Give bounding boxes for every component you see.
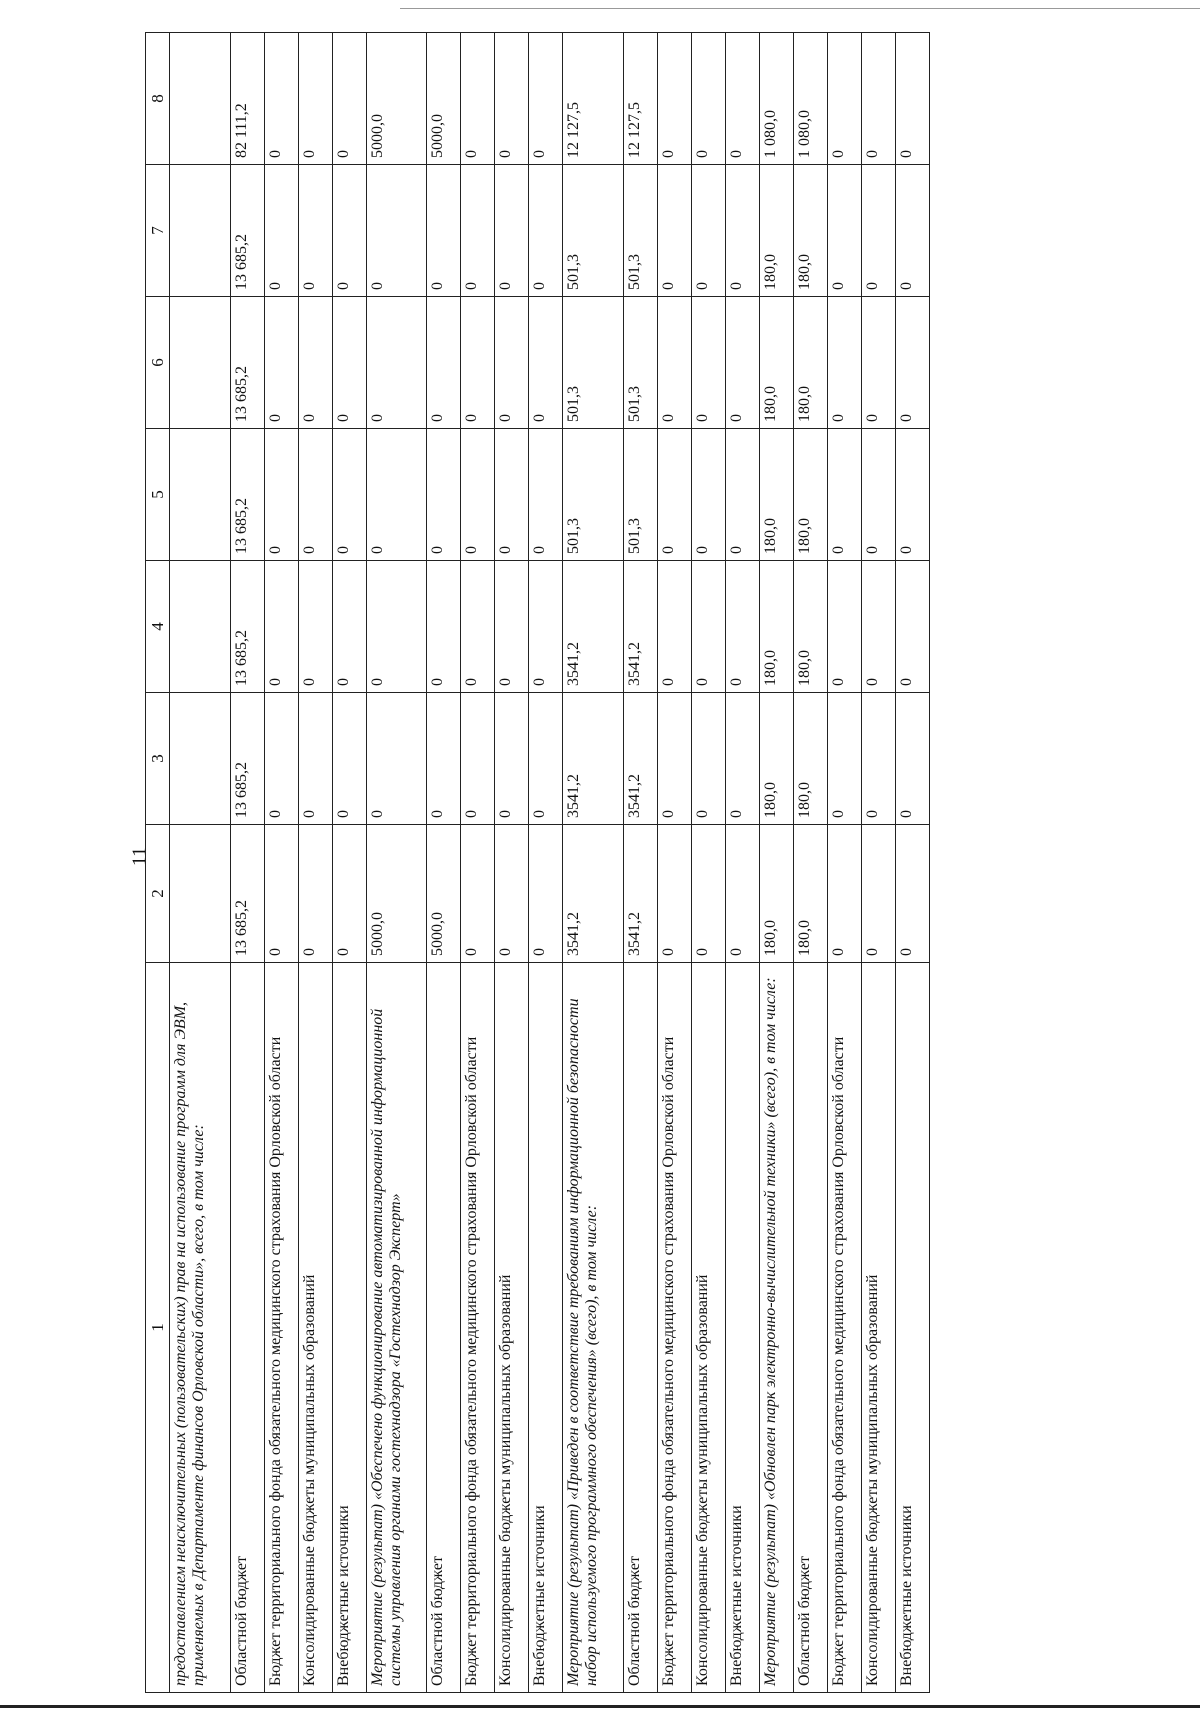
row-value: 0	[725, 693, 759, 825]
row-value: 5000,0	[427, 33, 461, 165]
row-value	[170, 33, 231, 165]
column-header: 1	[146, 963, 170, 1693]
table-row	[793, 33, 827, 1693]
row-value: 82 111,2	[230, 33, 264, 165]
table-body	[170, 33, 930, 1693]
table-row	[170, 33, 231, 1693]
row-value: 501,3	[623, 165, 657, 297]
table-row	[264, 33, 298, 1693]
row-value: 0	[895, 165, 929, 297]
column-header: 6	[146, 297, 170, 429]
row-value: 0	[298, 561, 332, 693]
row-value: 0	[264, 165, 298, 297]
row-value: 0	[861, 297, 895, 429]
row-value: 3541,2	[563, 561, 624, 693]
table-row	[827, 33, 861, 1693]
table-row	[725, 33, 759, 1693]
row-value: 5000,0	[366, 825, 427, 963]
row-value: 0	[461, 825, 495, 963]
row-value	[170, 429, 231, 561]
row-value: 501,3	[563, 429, 624, 561]
row-label: Областной бюджет	[427, 963, 461, 1693]
row-value: 0	[861, 693, 895, 825]
row-value: 0	[657, 165, 691, 297]
row-value: 0	[264, 297, 298, 429]
table-header-row	[146, 33, 170, 1693]
row-label: Внебюджетные источники	[332, 963, 366, 1693]
row-label: Мероприятие (результат) «Обновлен парк электронно-вычислительной техники» (всего), в том числе:	[759, 963, 793, 1693]
rotated-table-container	[145, 33, 930, 1693]
row-value: 0	[861, 33, 895, 165]
table-row	[861, 33, 895, 1693]
row-value	[170, 693, 231, 825]
row-value: 180,0	[759, 297, 793, 429]
row-value: 0	[657, 429, 691, 561]
table-row	[366, 33, 427, 1693]
row-value: 501,3	[623, 429, 657, 561]
row-value: 180,0	[793, 561, 827, 693]
row-value: 0	[657, 825, 691, 963]
row-value: 0	[725, 561, 759, 693]
row-value: 0	[366, 165, 427, 297]
row-value: 0	[264, 825, 298, 963]
row-value: 0	[332, 297, 366, 429]
row-value: 0	[657, 561, 691, 693]
row-value: 0	[895, 693, 929, 825]
row-value: 0	[264, 429, 298, 561]
table-row	[298, 33, 332, 1693]
row-value: 0	[725, 165, 759, 297]
row-value: 0	[827, 825, 861, 963]
row-value: 0	[691, 693, 725, 825]
row-value: 0	[332, 165, 366, 297]
table-row	[759, 33, 793, 1693]
row-value: 0	[529, 561, 563, 693]
row-value: 0	[895, 561, 929, 693]
row-value: 0	[461, 429, 495, 561]
row-value: 0	[495, 297, 529, 429]
row-value: 180,0	[793, 297, 827, 429]
row-value: 0	[529, 33, 563, 165]
row-value: 0	[725, 825, 759, 963]
row-value: 0	[827, 297, 861, 429]
row-value: 13 685,2	[230, 693, 264, 825]
row-value: 0	[657, 693, 691, 825]
row-value: 0	[366, 693, 427, 825]
row-value: 0	[827, 165, 861, 297]
row-value: 0	[691, 297, 725, 429]
row-value	[170, 561, 231, 693]
row-value: 0	[264, 33, 298, 165]
row-label: Консолидированные бюджеты муниципальных образований	[691, 963, 725, 1693]
row-value: 0	[495, 33, 529, 165]
row-label: Бюджет территориального фонда обязательного медицинского страхования Орловской области	[657, 963, 691, 1693]
table-row	[895, 33, 929, 1693]
column-header: 5	[146, 429, 170, 561]
budget-table	[145, 32, 930, 1693]
row-value: 3541,2	[563, 693, 624, 825]
row-value: 0	[461, 33, 495, 165]
row-value: 0	[495, 165, 529, 297]
row-value: 0	[827, 429, 861, 561]
row-value: 0	[657, 297, 691, 429]
row-value: 13 685,2	[230, 561, 264, 693]
row-value: 0	[691, 429, 725, 561]
row-value: 501,3	[623, 297, 657, 429]
row-value: 0	[529, 165, 563, 297]
row-value: 180,0	[759, 429, 793, 561]
row-value: 0	[427, 297, 461, 429]
row-value: 0	[461, 165, 495, 297]
row-label: Консолидированные бюджеты муниципальных образований	[861, 963, 895, 1693]
column-header: 4	[146, 561, 170, 693]
row-value: 3541,2	[623, 825, 657, 963]
scan-artifact-bottom	[0, 1705, 1200, 1708]
row-value: 0	[691, 561, 725, 693]
row-label: Областной бюджет	[623, 963, 657, 1693]
table-row	[623, 33, 657, 1693]
row-value: 0	[366, 429, 427, 561]
row-value: 1 080,0	[759, 33, 793, 165]
table-row	[332, 33, 366, 1693]
row-value: 3541,2	[623, 561, 657, 693]
row-value: 0	[529, 429, 563, 561]
row-label: Бюджет территориального фонда обязательного медицинского страхования Орловской области	[264, 963, 298, 1693]
row-value: 180,0	[759, 561, 793, 693]
row-label: Мероприятие (результат) «Обеспечено функционирование автоматизированной информационной системы управления органами гостехнадзора «Гостехнадзор Эксперт»	[366, 963, 427, 1693]
row-label: Областной бюджет	[793, 963, 827, 1693]
row-value: 180,0	[793, 165, 827, 297]
column-header: 2	[146, 825, 170, 963]
row-label: Бюджет территориального фонда обязательного медицинского страхования Орловской области	[827, 963, 861, 1693]
page-number: 11	[128, 846, 151, 867]
row-value: 0	[427, 429, 461, 561]
row-label: Мероприятие (результат) «Приведен в соответствие требованиям информационной безопасности набор используемого программного обеспечения» (всего), в том числе:	[563, 963, 624, 1693]
row-value: 5000,0	[427, 825, 461, 963]
row-value: 180,0	[793, 429, 827, 561]
table-row	[529, 33, 563, 1693]
row-value: 0	[529, 297, 563, 429]
row-value: 0	[895, 429, 929, 561]
row-label: Бюджет территориального фонда обязательного медицинского страхования Орловской области	[461, 963, 495, 1693]
row-value: 0	[298, 33, 332, 165]
row-value: 0	[332, 825, 366, 963]
row-value: 0	[298, 693, 332, 825]
scan-artifact-top	[400, 8, 1200, 9]
row-value: 0	[861, 825, 895, 963]
row-value: 0	[495, 561, 529, 693]
column-header: 3	[146, 693, 170, 825]
table-row	[495, 33, 529, 1693]
row-value: 0	[529, 693, 563, 825]
row-value: 13 685,2	[230, 429, 264, 561]
row-label: Внебюджетные источники	[895, 963, 929, 1693]
row-label: Консолидированные бюджеты муниципальных образований	[298, 963, 332, 1693]
row-value: 180,0	[759, 165, 793, 297]
row-value: 0	[427, 693, 461, 825]
row-value: 0	[725, 297, 759, 429]
row-label: предоставлением неисключительных (пользовательских) прав на использование программ для ЭВМ, применяемых в Департаменте финансов Орловской области», всего, в том числе:	[170, 963, 231, 1693]
row-value: 180,0	[793, 825, 827, 963]
row-value: 0	[332, 693, 366, 825]
row-value: 3541,2	[623, 693, 657, 825]
row-value: 0	[298, 297, 332, 429]
row-value: 0	[366, 297, 427, 429]
row-value: 501,3	[563, 165, 624, 297]
row-value: 0	[895, 825, 929, 963]
row-value: 0	[461, 561, 495, 693]
row-value: 501,3	[563, 297, 624, 429]
row-value: 0	[861, 429, 895, 561]
row-value: 0	[495, 693, 529, 825]
row-value	[170, 825, 231, 963]
table-row	[461, 33, 495, 1693]
row-value: 0	[298, 825, 332, 963]
row-value: 3541,2	[563, 825, 624, 963]
row-value: 0	[264, 561, 298, 693]
row-value: 0	[495, 825, 529, 963]
row-value: 0	[298, 165, 332, 297]
row-value: 1 080,0	[793, 33, 827, 165]
row-value: 0	[298, 429, 332, 561]
table-row	[691, 33, 725, 1693]
row-value: 180,0	[759, 825, 793, 963]
row-value: 13 685,2	[230, 297, 264, 429]
row-value: 0	[427, 165, 461, 297]
row-value: 12 127,5	[623, 33, 657, 165]
row-value: 0	[725, 429, 759, 561]
column-header: 7	[146, 165, 170, 297]
row-value: 0	[895, 33, 929, 165]
row-value: 13 685,2	[230, 825, 264, 963]
row-value: 12 127,5	[563, 33, 624, 165]
row-value: 13 685,2	[230, 165, 264, 297]
row-value: 5000,0	[366, 33, 427, 165]
table-row	[230, 33, 264, 1693]
row-value: 0	[657, 33, 691, 165]
column-header: 8	[146, 33, 170, 165]
row-value: 0	[332, 429, 366, 561]
row-value: 0	[529, 825, 563, 963]
row-value: 0	[332, 33, 366, 165]
row-value: 0	[691, 33, 725, 165]
row-value	[170, 297, 231, 429]
table-row	[657, 33, 691, 1693]
table-row	[563, 33, 624, 1693]
row-value: 0	[495, 429, 529, 561]
row-value: 0	[725, 33, 759, 165]
row-value: 180,0	[759, 693, 793, 825]
row-label: Внебюджетные источники	[529, 963, 563, 1693]
row-value	[170, 165, 231, 297]
row-value: 0	[861, 561, 895, 693]
row-value: 0	[691, 165, 725, 297]
row-value: 0	[461, 297, 495, 429]
row-value: 0	[427, 561, 461, 693]
table-row	[427, 33, 461, 1693]
row-value: 0	[827, 693, 861, 825]
row-value: 0	[895, 297, 929, 429]
row-value: 0	[264, 693, 298, 825]
row-value: 0	[691, 825, 725, 963]
row-value: 0	[332, 561, 366, 693]
row-label: Внебюджетные источники	[725, 963, 759, 1693]
row-value: 0	[861, 165, 895, 297]
row-value: 180,0	[793, 693, 827, 825]
row-value: 0	[827, 33, 861, 165]
row-label: Консолидированные бюджеты муниципальных образований	[495, 963, 529, 1693]
row-value: 0	[366, 561, 427, 693]
row-label: Областной бюджет	[230, 963, 264, 1693]
row-value: 0	[461, 693, 495, 825]
row-value: 0	[827, 561, 861, 693]
